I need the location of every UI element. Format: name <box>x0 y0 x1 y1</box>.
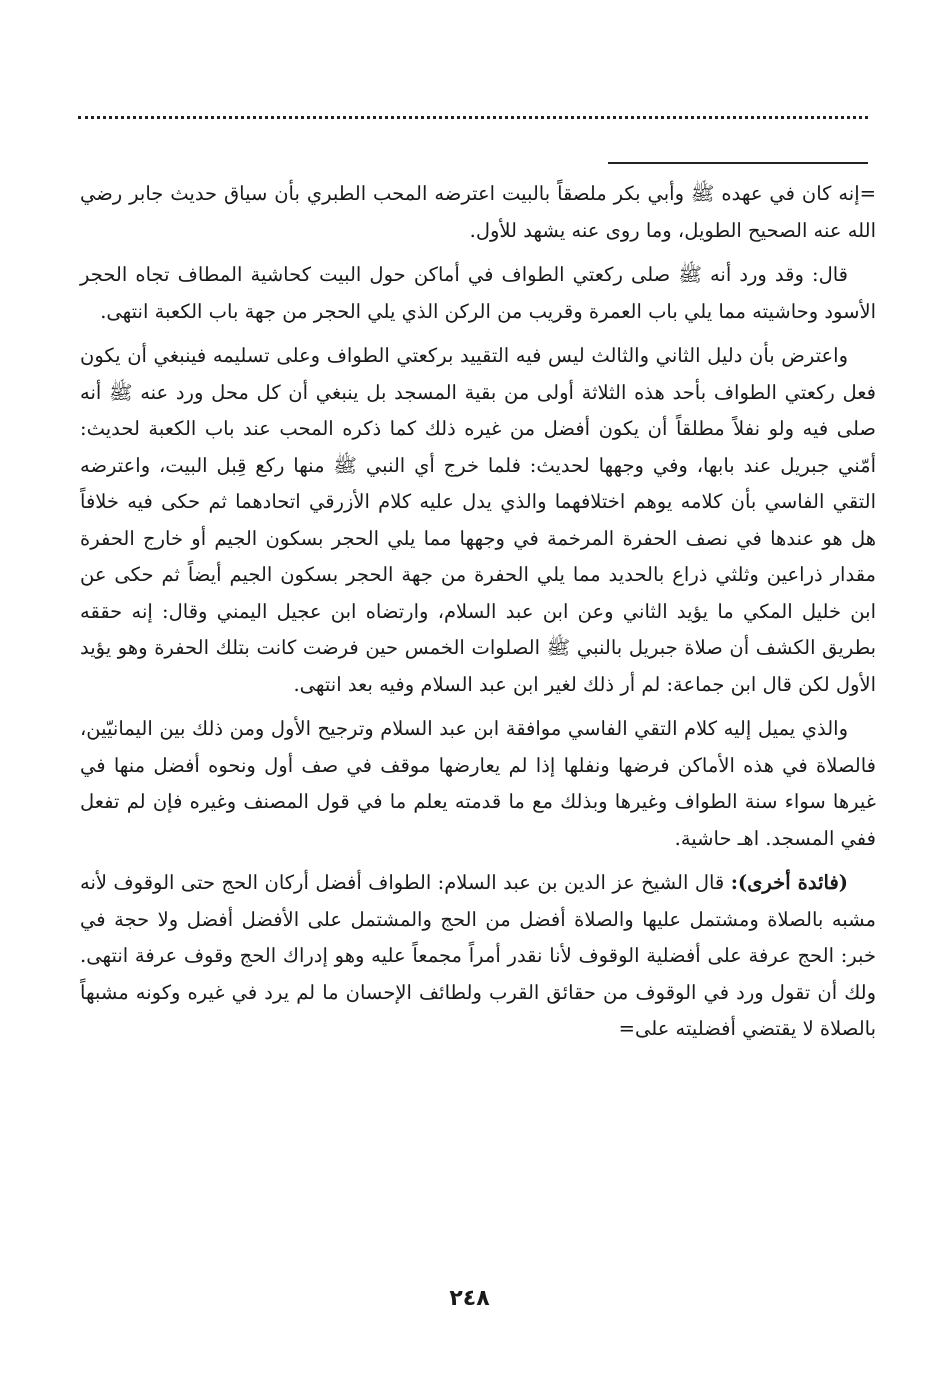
continuation-mark-end: = <box>618 1017 635 1040</box>
paragraph-text: قال الشيخ عز الدين بن عبد السلام: الطواف أفضل أركان الحج حتى الوقوف لأنه مشبه بالصلاة ومشتمل عليها والصلاة أفضل من الحج والمشتمل على الأفضل أفضل ولا حجة في خبر: الحج عرفة على أفضلية الوقوف لأنا نقدر أمراً مجمعاً عليه وهو إدراك الحج وقوف عرفة انتهى. ولك أن تقول ورد في الوقوف من حقائق القرب ولطائف الإحسان ما لم يرد في غيره وكونه مشبهاً بالصلاة لا يقتضي أفضليته على <box>80 871 876 1040</box>
page-number: ٢٤٨ <box>449 1286 490 1311</box>
footnote-paragraph-1 <box>80 176 876 249</box>
continuation-mark-start: = <box>859 182 876 205</box>
note-label: (فائدة أخرى): <box>730 871 848 894</box>
footnote-paragraph-4 <box>80 711 876 857</box>
footnote-paragraph-3 <box>80 338 876 703</box>
footnote-paragraph-2 <box>80 257 876 330</box>
paragraph-text: والذي يميل إليه كلام التقي الفاسي موافقة ابن عبد السلام وترجيح الأول ومن ذلك بين اليمانيّين، فالصلاة في هذه الأماكن فرضها ونفلها إذا لم يعارضها موقف في صف أول ونحوه أفضل منها في غيرها سواء سنة الطواف وغيرها وبذلك مع ما قدمته يعلم ما في قول المصنف وغيره فإن لم تفعل ففي المسجد. اهـ حاشية. <box>80 717 876 850</box>
paragraph-text: إنه كان في عهده ﷺ وأبي بكر ملصقاً بالبيت اعترضه المحب الطبري بأن سياق حديث جابر رضي الله عنه الصحيح الطويل، وما روى عنه يشهد للأول. <box>80 182 876 242</box>
paragraph-text: واعترض بأن دليل الثاني والثالث ليس فيه التقييد بركعتي الطواف وعلى تسليمه فينبغي أن يكون فعل ركعتي الطواف بأحد هذه الثلاثة أولى من بقية المسجد بل ينبغي أن كل محل ورد عنه ﷺ أنه صلى فيه ولو نفلاً مطلقاً أن يكون أفضل من غيره ذلك كما ذكره المحب عند باب الكعبة لحديث: أمّني جبريل عند بابها، وفي وجهها لحديث: فلما خرج أي النبي ﷺ منها ركع قِبل البيت، واعترضه التقي الفاسي بأن كلامه يوهم اختلافهما والذي يدل عليه كلام الأزرقي اتحادهما ثم حكى فيه خلافاً هل هو عندها في نصف الحفرة المرخمة في وجهها مما يلي الحجر بسكون الجيم أو خارج الحفرة مقدار ذراعين وثلثي ذراع بالحديد مما يلي الحفرة من جهة الحجر بسكون الجيم أيضاً ثم حكى عن ابن خليل المكي ما يؤيد الثاني وعن ابن عبد السلام، وارتضاه ابن عجيل اليمني وقال: إنه حققه بطريق الكشف أن صلاة جبريل بالنبي ﷺ الصلوات الخمس حين فرضت كانت بتلك الحفرة وهو يؤيد الأول لكن قال ابن جماعة: لم أر ذلك لغير ابن عبد السلام وفيه بعد انتهى. <box>80 344 876 696</box>
footnote-paragraph-5 <box>80 865 876 1048</box>
paragraph-text: قال: وقد ورد أنه ﷺ صلى ركعتي الطواف في أماكن حول البيت كحاشية المطاف تجاه الحجر الأسود وحاشيته مما يلي باب العمرة وقريب من الركن الذي يلي الحجر من جهة باب الكعبة انتهى. <box>80 263 876 323</box>
footnote-rule <box>608 162 868 164</box>
footnote-text <box>80 176 876 1048</box>
dotted-separator <box>78 116 868 119</box>
